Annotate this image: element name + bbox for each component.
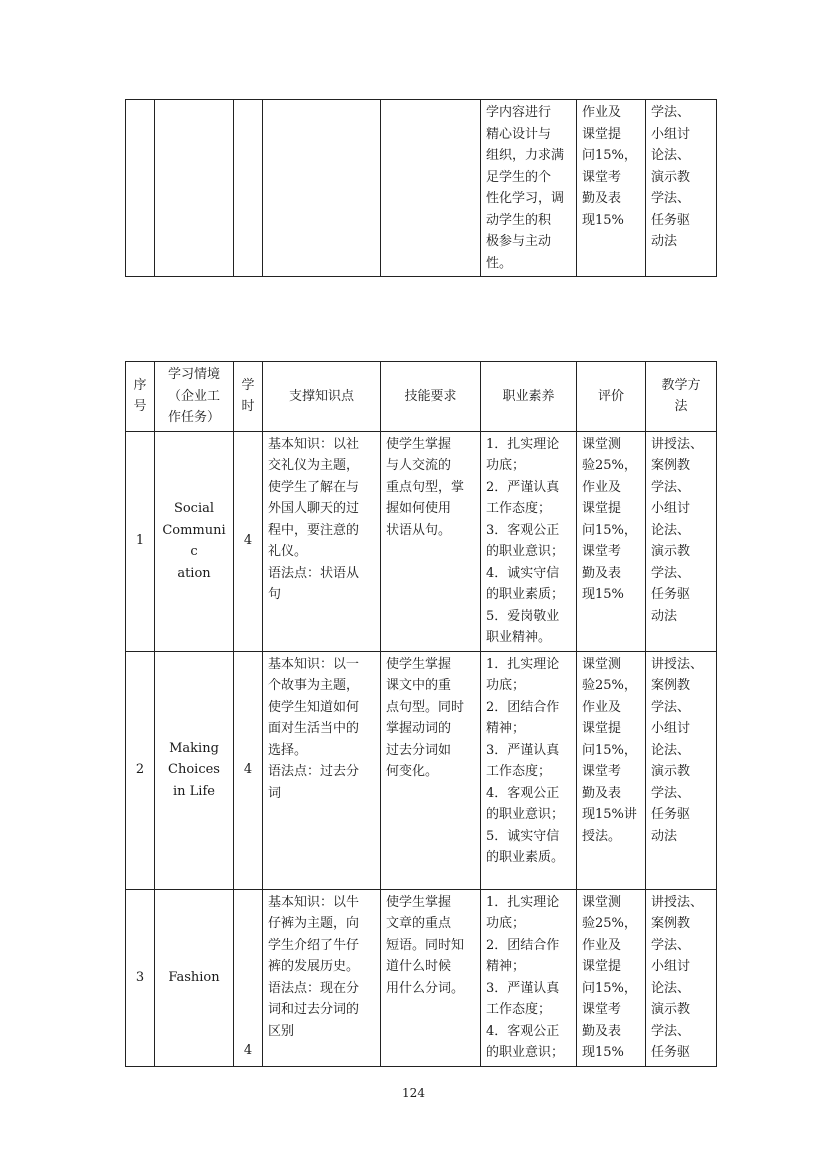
header-method: 教学方 法 <box>646 362 717 432</box>
table-row <box>126 100 717 277</box>
cell-no: 1 <box>126 431 155 651</box>
cell-evaluation: 课堂测 验25%， 作业及 课堂提 问15%， 课堂考 勤及表 现15% <box>577 431 646 651</box>
cell-method: 讲授法、 案例教 学法、 小组讨 论法、 演示教 学法、 任务驱 <box>646 889 717 1066</box>
cell-hours: 4 <box>234 431 263 651</box>
header-professional: 职业素养 <box>481 362 577 432</box>
cell-knowledge <box>263 100 381 277</box>
table-header-row <box>126 362 717 432</box>
cell-no <box>126 100 155 277</box>
cell-professional: 学内容进行 精心设计与 组织，力求满 足学生的个 性化学习，调 动学生的积 极参与主动 性。 <box>481 100 577 277</box>
table-row <box>126 651 717 889</box>
header-knowledge: 支撑知识点 <box>263 362 381 432</box>
cell-hours <box>234 100 263 277</box>
cell-method: 讲授法、 案例教 学法、 小组讨 论法、 演示教 学法、 任务驱 动法 <box>646 431 717 651</box>
cell-method: 学法、 小组讨 论法、 演示教 学法、 任务驱 动法 <box>646 100 717 277</box>
cell-skills: 使学生掌握 课文中的重 点句型。同时 掌握动词的 过去分词如 何变化。 <box>381 651 481 889</box>
cell-hours: 4 <box>234 651 263 889</box>
continuation-table <box>125 99 717 277</box>
cell-skills <box>381 100 481 277</box>
header-situation: 学习情境 （企业工 作任务） <box>155 362 234 432</box>
cell-professional: 1．扎实理论 功底； 2．团结合作 精神； 3．严谨认真 工作态度； 4．客观公正 的职业意识； <box>481 889 577 1066</box>
cell-knowledge: 基本知识：以社 交礼仪为主题， 使学生了解在与 外国人聊天的过 程中，要注意的 礼仪。 语法点：状语从 句 <box>263 431 381 651</box>
header-skills: 技能要求 <box>381 362 481 432</box>
cell-skills: 使学生掌握 与人交流的 重点句型，掌 握如何使用 状语从句。 <box>381 431 481 651</box>
table-row <box>126 889 717 1066</box>
cell-professional: 1．扎实理论 功底； 2．团结合作 精神； 3．严谨认真 工作态度； 4．客观公正 的职业意识； 5．诚实守信 的职业素质。 <box>481 651 577 889</box>
cell-skills: 使学生掌握 文章的重点 短语。同时知 道什么时候 用什么分词。 <box>381 889 481 1066</box>
cell-knowledge: 基本知识：以牛 仔裤为主题，向 学生介绍了牛仔 裤的发展历史。 语法点：现在分 词和过去分词的 区别 <box>263 889 381 1066</box>
cell-professional: 1．扎实理论 功底； 2．严谨认真 工作态度； 3．客观公正 的职业意识； 4．诚实守信 的职业素质； 5．爱岗敬业 职业精神。 <box>481 431 577 651</box>
header-no: 序 号 <box>126 362 155 432</box>
header-evaluation: 评价 <box>577 362 646 432</box>
cell-hours: 4 <box>234 889 263 1066</box>
cell-evaluation: 课堂测 验25%， 作业及 课堂提 问15%， 课堂考 勤及表 现15% <box>577 889 646 1066</box>
table-row <box>126 431 717 651</box>
cell-knowledge: 基本知识：以一 个故事为主题， 使学生知道如何 面对生活当中的 选择。 语法点：过去分 词 <box>263 651 381 889</box>
cell-evaluation: 课堂测 验25%， 作业及 课堂提 问15%， 课堂考 勤及表 现15%讲 授法。 <box>577 651 646 889</box>
header-hours: 学 时 <box>234 362 263 432</box>
cell-method: 讲授法、 案例教 学法、 小组讨 论法、 演示教 学法、 任务驱 动法 <box>646 651 717 889</box>
cell-situation: Social Communic ation <box>155 431 234 651</box>
page-number: 124 <box>402 1086 425 1100</box>
cell-situation <box>155 100 234 277</box>
cell-situation: Making Choices in Life <box>155 651 234 889</box>
cell-no: 3 <box>126 889 155 1066</box>
cell-no: 2 <box>126 651 155 889</box>
curriculum-table <box>125 361 717 1067</box>
cell-evaluation: 作业及 课堂提 问15%， 课堂考 勤及表 现15% <box>577 100 646 277</box>
cell-situation: Fashion <box>155 889 234 1066</box>
